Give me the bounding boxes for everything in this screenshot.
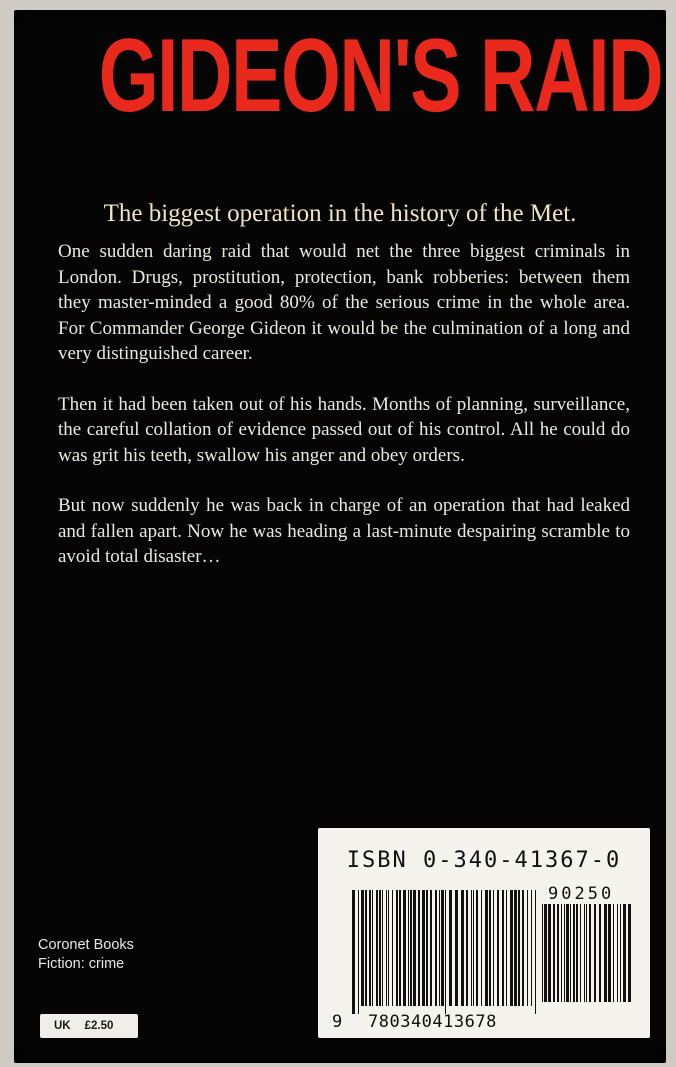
barcode-bar (514, 890, 517, 1006)
barcode-bar (586, 904, 587, 1002)
barcode-bar (497, 890, 499, 1006)
barcode-bar (410, 890, 412, 1006)
barcode-bar (441, 890, 444, 1006)
barcode-bar (403, 890, 406, 1006)
barcode-bar (553, 904, 555, 1002)
barcode-bar (422, 890, 425, 1006)
barcode-addon-digits: 90250 (548, 884, 615, 904)
barcode-bar (352, 890, 355, 1014)
barcode-bar (594, 904, 596, 1002)
ean-digits: 780340413678 (368, 1012, 497, 1032)
blurb-paragraph: But now suddenly he was back in charge of an operation that had leaked and fallen apart. Now he was heading a last-minute despairing scramble to avoid total disaster… (58, 495, 630, 567)
barcode-bar (396, 890, 398, 1006)
price-sticker (40, 1014, 138, 1038)
barcode-main-bars (352, 890, 538, 1014)
barcode-bar (561, 904, 562, 1002)
barcode-label (318, 828, 650, 1038)
barcode-bar (489, 890, 491, 1006)
barcode-bar (471, 890, 472, 1006)
barcode-bar (506, 890, 507, 1006)
barcode-bar (557, 904, 559, 1002)
barcode-bar (564, 904, 565, 1002)
blurb (58, 239, 630, 595)
book-category: Fiction: crime (38, 956, 125, 972)
barcode-bar (361, 890, 364, 1006)
barcode-bar (365, 890, 367, 1006)
barcode-bar (604, 904, 607, 1002)
barcode-bar (376, 890, 378, 1006)
price-region: UK (54, 1020, 71, 1032)
barcode-bar (369, 890, 371, 1006)
barcode-bar (542, 904, 543, 1002)
barcode-bar (620, 904, 621, 1002)
barcode-bar (548, 904, 551, 1002)
barcode-bar (466, 890, 468, 1006)
ean-first-digit: 9 (332, 1012, 343, 1032)
barcode-bar (379, 890, 381, 1006)
barcode-bar (449, 890, 452, 1006)
barcode-bar (589, 904, 591, 1002)
blurb-paragraph: Then it had been taken out of his hands. Months of planning, surveillance, the careful collation of evidence passed out of his control. All he could do was grit his teeth, swallow his anger and obey orders. (58, 393, 630, 466)
barcode-bar (617, 904, 618, 1002)
barcode-bar (573, 904, 575, 1002)
barcode-bar (388, 890, 389, 1006)
barcode-bar (580, 904, 581, 1002)
barcode-bar (435, 890, 437, 1006)
price: £2.50 (84, 1020, 114, 1032)
barcode-bar (386, 890, 387, 1006)
barcode-bar (408, 890, 409, 1006)
barcode-bar (527, 890, 528, 1006)
barcode-bar (584, 904, 585, 1002)
barcode-bar (510, 890, 513, 1006)
barcode-bar (502, 890, 504, 1006)
barcode-bar (473, 890, 474, 1006)
barcode-bar (413, 890, 416, 1006)
barcode-bar (461, 890, 464, 1006)
barcode-bar (531, 890, 532, 1006)
barcode-bar (493, 890, 494, 1006)
barcode-bar (613, 904, 614, 1002)
barcode-bar (576, 904, 578, 1002)
barcode-bar (599, 904, 601, 1002)
barcode-bar (382, 890, 383, 1006)
barcode-bar (485, 890, 488, 1006)
publisher-name: Coronet Books (38, 937, 134, 953)
barcode-bar (426, 890, 428, 1006)
barcode-bar (476, 890, 478, 1006)
barcode-bar (481, 890, 482, 1006)
barcode-bar (372, 890, 373, 1006)
publisher-info (38, 936, 134, 974)
barcode-bar (418, 890, 420, 1006)
barcode-bar (623, 904, 626, 1002)
book-back-cover (14, 10, 666, 1063)
barcode-bar (392, 890, 393, 1006)
barcode-bar (628, 904, 631, 1002)
barcode-bar (439, 890, 440, 1006)
barcode-bar (566, 904, 569, 1002)
barcode-bar (445, 890, 446, 1014)
barcode-bar (522, 890, 524, 1006)
barcode-bar (399, 890, 401, 1006)
barcode-bar (518, 890, 520, 1006)
tagline: The biggest operation in the history of the Met. (103, 200, 577, 227)
blurb-paragraph: One sudden daring raid that would net the three biggest criminals in London. Drugs, prostitution, protection, bank robberies: between them they master-minded a good 80% of the serious crime in the whole area. For Commander George Gideon it would be the culmination of a long and very distinguished career. (58, 241, 630, 364)
barcode-bar (570, 904, 571, 1002)
book-title: GIDEON'S RAID (98, 18, 663, 134)
barcode-bar (455, 890, 458, 1006)
barcode-addon-bars (542, 904, 632, 1002)
barcode-bar (535, 890, 536, 1014)
isbn-text: ISBN 0-340-41367-0 (346, 848, 622, 873)
barcode-bar (430, 890, 432, 1006)
barcode-bar (544, 904, 547, 1002)
barcode-bar (358, 890, 359, 1014)
barcode-bar (608, 904, 611, 1002)
